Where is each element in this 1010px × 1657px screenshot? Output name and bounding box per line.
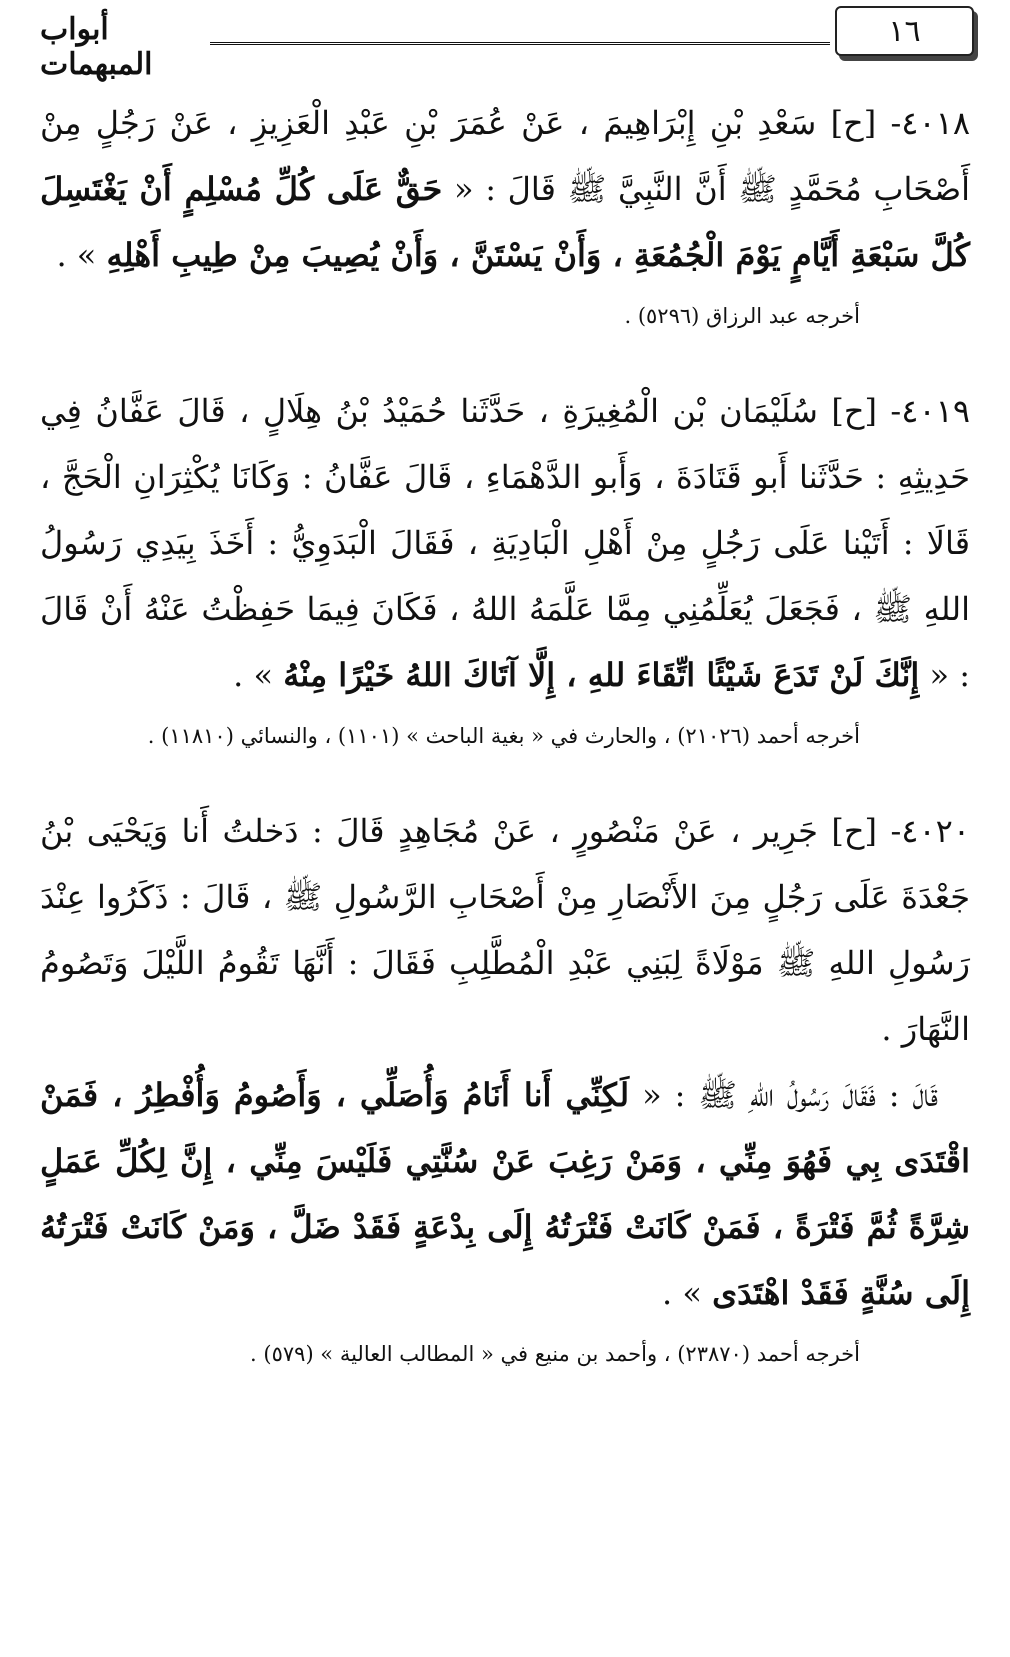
takhrij-note: أخرجه أحمد (٢٣٨٧٠) ، وأحمد بن منيع في « المطالب العالية » (٥٧٩) .	[250, 1342, 860, 1366]
page-header	[0, 0, 1010, 82]
hadith-entry-4019	[40, 378, 970, 758]
hadith-entry-4018	[40, 90, 970, 338]
hadith-chain: ٤٠٢٠- [ح] جَرِير ، عَنْ مَنْصُورٍ ، عَنْ مُجَاهِدٍ قَالَ : دَخلتُ أَنا وَيَحْيَى بْنُ جَعْدَةَ عَلَى رَجُلٍ مِنَ الأَنْصَارِ مِنْ أَصْحَابِ الرَّسُولِ ﷺ ، قَالَ : ذَكَرُوا عِنْدَ رَسُولِ اللهِ ﷺ مَوْلَاةً لِبَنِي عَبْدِ الْمُطَّلِبِ فَقَالَ : أَنَّهَا تَقُومُ اللَّيْلَ وَتَصُومُ النَّهَارَ .	[40, 812, 971, 1048]
takhrij-note: أخرجه أحمد (٢١٠٢٦) ، والحارث في « بغية الباحث » (١١٠١) ، والنسائي (١١٨١٠) .	[147, 724, 860, 748]
takhrij-note: أخرجه عبد الرزاق (٥٢٩٦) .	[624, 304, 860, 328]
hadith-matn: إِنَّكَ لَنْ تَدَعَ شَيْئًا اتِّقَاءَ للهِ ، إِلَّا آتَاكَ اللهُ خَيْرًا مِنْهُ	[283, 656, 920, 694]
page-number-box	[835, 6, 974, 56]
entry-gap	[40, 364, 970, 378]
hadith-chain: ٤٠١٩- [ح] سُلَيْمَان بْن الْمُغِيرَةِ ، حَدَّثَنا حُمَيْدُ بْنُ هِلَالٍ ، قَالَ عَفَّانُ فِي حَدِيثِهِ : حَدَّثَنا أَبو قَتَادَةَ ، وَأَبو الدَّهْمَاءِ ، قَالَ عَفَّانُ : وَكَانَا يُكْثِرَانِ الْحَجَّ ، قَالَا : أَتَيْنا عَلَى رَجُلٍ مِنْ أَهْلِ الْبَادِيَةِ ، فَقَالَ الْبَدَوِيُّ : أَخَذَ بِيَدِي رَسُولُ اللهِ ﷺ ، فَجَعَلَ يُعَلِّمُنِي مِمَّا عَلَّمَهُ اللهُ ، فَكَانَ فِيمَا حَفِظْتُ عَنْهُ أَنْ قَالَ : «	[40, 392, 971, 694]
hadith-matn: لَكِنِّي أَنا أَنَامُ وَأُصَلِّي ، وَأَصُومُ وَأُفْطِرُ ، فَمَنْ اقْتَدَى بِي فَهُوَ مِنِّي ، وَمَنْ رَغِبَ عَنْ سُنَّتِي فَلَيْسَ مِنِّي ، إِنَّ لِكُلِّ عَمَلٍ شِرَّةً ثُمَّ فَتْرَةً ، فَمَنْ كَانَتْ فَتْرَتُهُ إِلَى بِدْعَةٍ فَقَدْ ضَلَّ ، وَمَنْ كَانَتْ فَتْرَتُهُ إِلَى سُنَّةٍ فَقَدْ اهْتَدَى	[40, 1076, 970, 1312]
hadith-intro: قَالَ : فَقَالَ رَسُولُ اللهِ ﷺ : «	[629, 1076, 939, 1114]
hadith-text	[40, 378, 970, 708]
page-number: ١٦	[888, 13, 921, 49]
header-rule	[210, 42, 830, 45]
hadith-matn: حَقٌّ عَلَى كُلِّ مُسْلِمٍ أَنْ يَغْتَسِلَ كُلَّ سَبْعَةِ أَيَّامٍ يَوْمَ الْجُمُعَةِ ، وَأَنْ يَسْتَنَّ ، وَأَنْ يُصِيبَ مِنْ طِيبِ أَهْلِهِ	[40, 170, 970, 274]
running-title: أبواب المبهمات	[40, 12, 153, 82]
hadith-chain: ٤٠١٨- [ح] سَعْدِ بْنِ إِبْرَاهِيمَ ، عَنْ عُمَرَ بْنِ عَبْدِ الْعَزِيزِ ، عَنْ رَجُلٍ مِنْ أَصْحَابِ مُحَمَّدٍ ﷺ أَنَّ النَّبِيَّ ﷺ قَالَ : «	[40, 104, 971, 208]
hadith-text	[40, 798, 970, 1062]
hadith-close: » .	[233, 656, 284, 694]
hadith-text-continued	[40, 1062, 970, 1326]
entry-gap	[40, 784, 970, 798]
hadith-text	[40, 90, 970, 288]
hadith-entry-4020	[40, 798, 970, 1376]
hadith-close: » .	[56, 236, 107, 274]
page-body	[40, 90, 970, 1402]
hadith-close: » .	[662, 1274, 713, 1312]
